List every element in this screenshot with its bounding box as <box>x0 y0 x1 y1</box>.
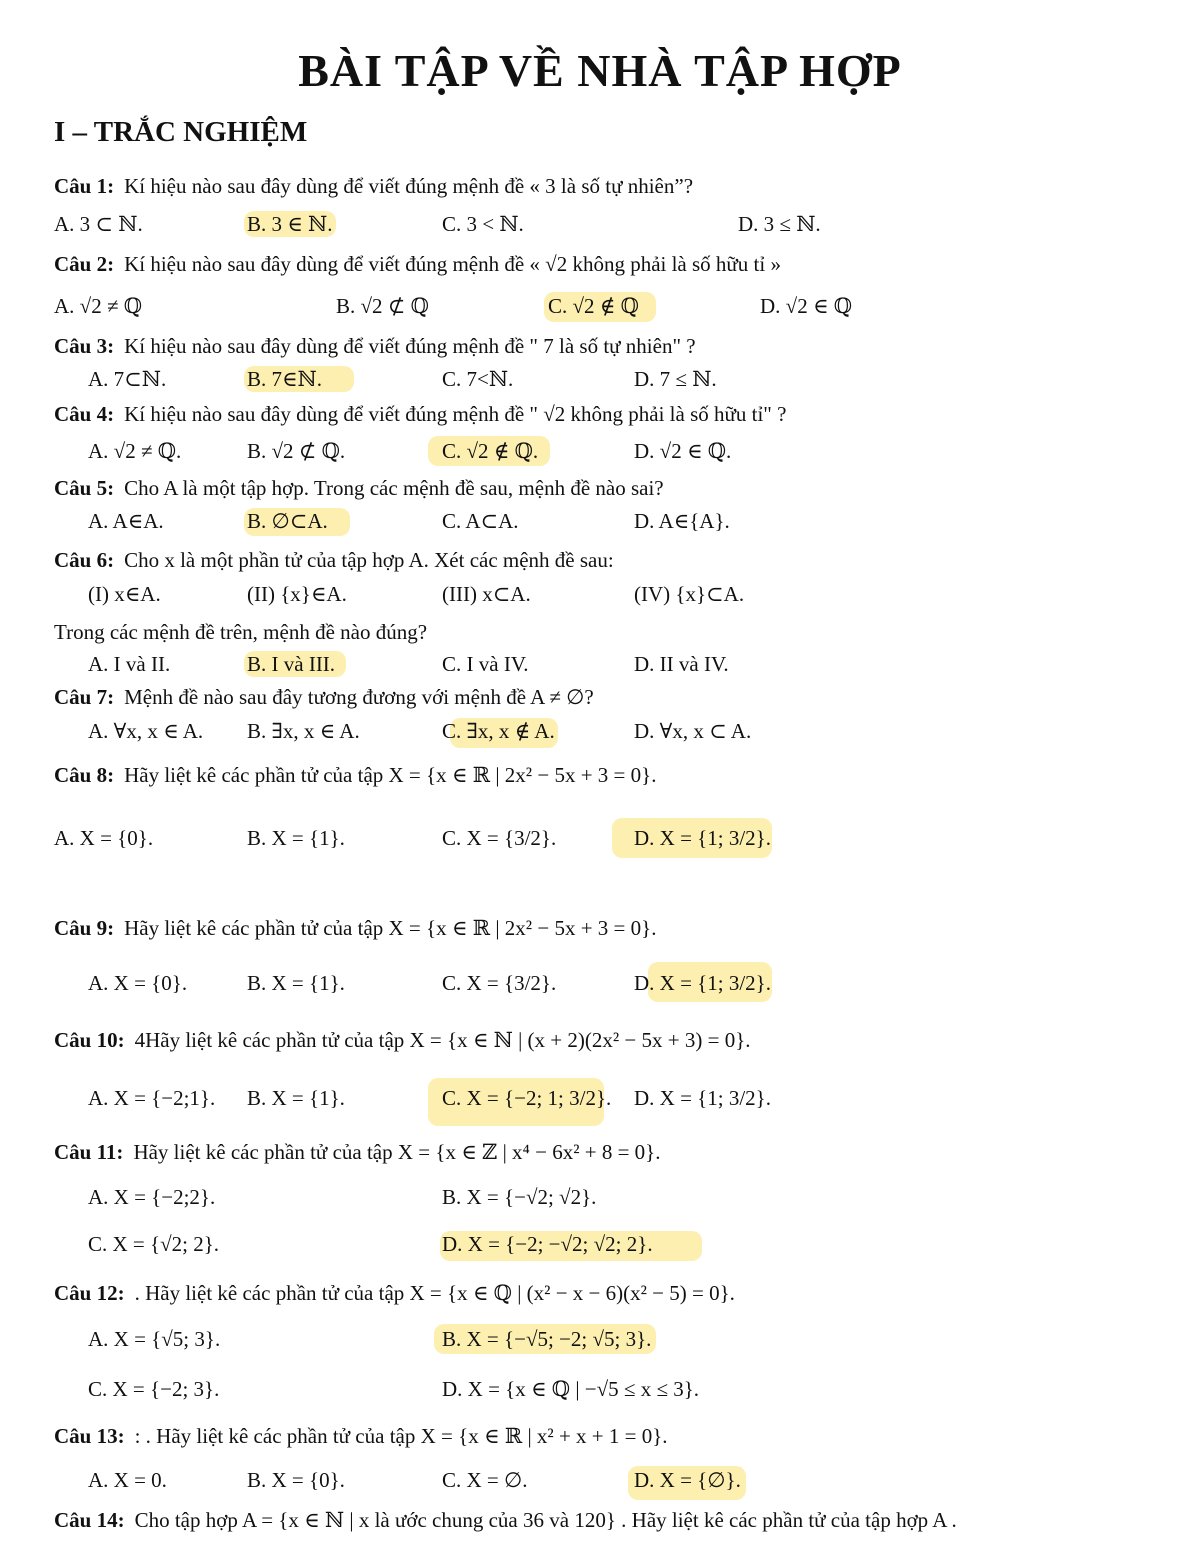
answer-option[interactable]: C. I và IV. <box>442 652 529 676</box>
answer-option[interactable]: A. √2 ≠ ℚ. <box>88 439 182 463</box>
answer-option[interactable]: B. √2 ⊄ ℚ. <box>247 439 346 463</box>
answer-option[interactable]: D. X = {1; 3/2}. <box>634 1086 772 1110</box>
answer-option[interactable]: B. X = {1}. <box>247 826 345 850</box>
question-label: Câu 6: <box>54 548 115 572</box>
question-text: Kí hiệu nào sau đây dùng để viết đúng mệnh đề « 3 là số tự nhiên”? <box>124 174 694 198</box>
answer-option[interactable]: D. √2 ∈ ℚ. <box>634 439 732 463</box>
question-label: Câu 2: <box>54 252 115 276</box>
question <box>54 1140 661 1165</box>
answer-option[interactable]: D. 3 ≤ ℕ. <box>738 212 821 236</box>
statement: (II) {x}∈A. <box>247 582 347 606</box>
answer-option[interactable]: C. ∃x, x ∉ A. <box>442 719 555 743</box>
answer-option[interactable]: D. X = {∅}. <box>634 1468 741 1492</box>
answer-option[interactable]: A. √2 ≠ ℚ <box>54 294 143 318</box>
answer-option[interactable]: A. I và II. <box>88 652 171 676</box>
answer-option[interactable]: C. X = {3/2}. <box>442 971 557 995</box>
question-label: Câu 1: <box>54 174 115 198</box>
answer-option[interactable]: C. X = {3/2}. <box>442 826 557 850</box>
section-heading: I – TRẮC NGHIỆM <box>54 116 308 148</box>
answer-option[interactable]: A. X = {√5; 3}. <box>88 1327 221 1351</box>
answer-option[interactable]: B. ∅⊂A. <box>247 509 328 533</box>
question <box>54 763 656 788</box>
page-title: BÀI TẬP VỀ NHÀ TẬP HỢP <box>298 45 902 96</box>
answer-option[interactable]: B. I và III. <box>247 652 336 676</box>
question-text: : . Hãy liệt kê các phần tử của tập X = {x ∈ ℝ | x² + x + 1 = 0}. <box>134 1424 668 1448</box>
answer-option[interactable]: C. 7<ℕ. <box>442 367 514 391</box>
question <box>54 174 693 199</box>
question <box>54 548 614 573</box>
answer-option[interactable]: B. X = {1}. <box>247 1086 345 1110</box>
question-text: Kí hiệu nào sau đây dùng để viết đúng mệnh đề " 7 là số tự nhiên" ? <box>124 334 696 358</box>
answer-option[interactable]: A. ∀x, x ∈ A. <box>88 719 204 743</box>
answer-option[interactable]: A. X = {0}. <box>88 971 188 995</box>
question-label: Câu 14: <box>54 1508 125 1532</box>
statement: (III) x⊂A. <box>442 582 531 606</box>
question-text: Hãy liệt kê các phần tử của tập X = {x ∈ ℝ | 2x² − 5x + 3 = 0}. <box>124 763 657 787</box>
question-text: Cho tập hợp A = {x ∈ ℕ | x là ước chung của 36 và 120} . Hãy liệt kê các phần tử của tập hợp A . <box>134 1508 957 1532</box>
statement: (IV) {x}⊂A. <box>634 582 745 606</box>
answer-option[interactable]: A. A∈A. <box>88 509 164 533</box>
question-text: 4Hãy liệt kê các phần tử của tập X = {x ∈ ℕ | (x + 2)(2x² − 5x + 3) = 0}. <box>134 1028 751 1052</box>
answer-option[interactable]: A. X = {−2;1}. <box>88 1086 216 1110</box>
answer-option[interactable]: C. X = {−2; 1; 3/2}. <box>442 1086 612 1110</box>
answer-option[interactable]: B. 3 ∈ ℕ. <box>247 212 333 236</box>
answer-option[interactable]: D. 7 ≤ ℕ. <box>634 367 717 391</box>
question-label: Câu 4: <box>54 402 115 426</box>
question <box>54 1508 957 1533</box>
answer-option[interactable]: C. X = {√2; 2}. <box>88 1232 220 1256</box>
question-label: Câu 7: <box>54 685 115 709</box>
question <box>54 402 786 427</box>
question-text: Hãy liệt kê các phần tử của tập X = {x ∈ ℤ | x⁴ − 6x² + 8 = 0}. <box>133 1140 661 1164</box>
question-label: Câu 3: <box>54 334 115 358</box>
question-text: Cho x là một phần tử của tập hợp A. Xét các mệnh đề sau: <box>124 548 614 572</box>
question-label: Câu 12: <box>54 1281 125 1305</box>
question-text: Mệnh đề nào sau đây tương đương với mệnh đề A ≠ ∅? <box>124 685 594 709</box>
answer-option[interactable]: B. 7∈ℕ. <box>247 367 322 391</box>
answer-option[interactable]: C. √2 ∉ ℚ. <box>442 439 539 463</box>
answer-option[interactable]: D. X = {1; 3/2}. <box>634 971 772 995</box>
answer-option[interactable]: B. X = {−√2; √2}. <box>442 1185 597 1209</box>
question <box>54 334 696 359</box>
question-label: Câu 13: <box>54 1424 125 1448</box>
answer-option[interactable]: D. ∀x, x ⊂ A. <box>634 719 752 743</box>
question <box>54 1028 751 1053</box>
answer-option[interactable]: B. X = {0}. <box>247 1468 345 1492</box>
question <box>54 685 594 710</box>
answer-option[interactable]: D. X = {−2; −√2; √2; 2}. <box>442 1232 653 1256</box>
answer-option[interactable]: D. A∈{A}. <box>634 509 730 533</box>
answer-option[interactable]: D. X = {x ∈ ℚ | −√5 ≤ x ≤ 3}. <box>442 1377 700 1401</box>
question <box>54 476 664 501</box>
answer-option[interactable]: A. X = {0}. <box>54 826 154 850</box>
answer-option[interactable]: B. √2 ⊄ ℚ <box>336 294 429 318</box>
answer-option[interactable]: D. X = {1; 3/2}. <box>634 826 772 850</box>
answer-option[interactable]: A. X = {−2;2}. <box>88 1185 216 1209</box>
question-text: Kí hiệu nào sau đây dùng để viết đúng mệnh đề " √2 không phải là số hữu tỉ" ? <box>124 402 787 426</box>
question-label: Câu 8: <box>54 763 115 787</box>
answer-option[interactable]: A. 3 ⊂ ℕ. <box>54 212 143 236</box>
answer-option[interactable]: A. X = 0. <box>88 1468 167 1492</box>
question <box>54 916 656 941</box>
question-text: Kí hiệu nào sau đây dùng để viết đúng mệnh đề « √2 không phải là số hữu tỉ » <box>124 252 781 276</box>
question <box>54 252 781 277</box>
question-text: Cho A là một tập hợp. Trong các mệnh đề sau, mệnh đề nào sai? <box>124 476 664 500</box>
statement: (I) x∈A. <box>88 582 161 606</box>
question-label: Câu 5: <box>54 476 115 500</box>
answer-option[interactable]: A. 7⊂ℕ. <box>88 367 167 391</box>
question-text: Hãy liệt kê các phần tử của tập X = {x ∈ ℝ | 2x² − 5x + 3 = 0}. <box>124 916 657 940</box>
question-label: Câu 9: <box>54 916 115 940</box>
answer-option[interactable]: B. X = {−√5; −2; √5; 3}. <box>442 1327 652 1351</box>
question-text: . Hãy liệt kê các phần tử của tập X = {x ∈ ℚ | (x² − x − 6)(x² − 5) = 0}. <box>134 1281 735 1305</box>
question-label: Câu 10: <box>54 1028 125 1052</box>
question-label: Câu 11: <box>54 1140 124 1164</box>
answer-option[interactable]: C. X = ∅. <box>442 1468 528 1492</box>
question <box>54 1424 668 1449</box>
answer-option[interactable]: B. X = {1}. <box>247 971 345 995</box>
answer-option[interactable]: C. X = {−2; 3}. <box>88 1377 220 1401</box>
question <box>54 1281 735 1306</box>
answer-option[interactable]: C. √2 ∉ ℚ <box>548 294 639 318</box>
answer-option[interactable]: B. ∃x, x ∈ A. <box>247 719 360 743</box>
answer-option[interactable]: C. 3 < ℕ. <box>442 212 524 236</box>
question-followup: Trong các mệnh đề trên, mệnh đề nào đúng? <box>54 620 428 644</box>
answer-option[interactable]: D. √2 ∈ ℚ <box>760 294 853 318</box>
answer-option[interactable]: C. A⊂A. <box>442 509 519 533</box>
answer-option[interactable]: D. II và IV. <box>634 652 729 676</box>
